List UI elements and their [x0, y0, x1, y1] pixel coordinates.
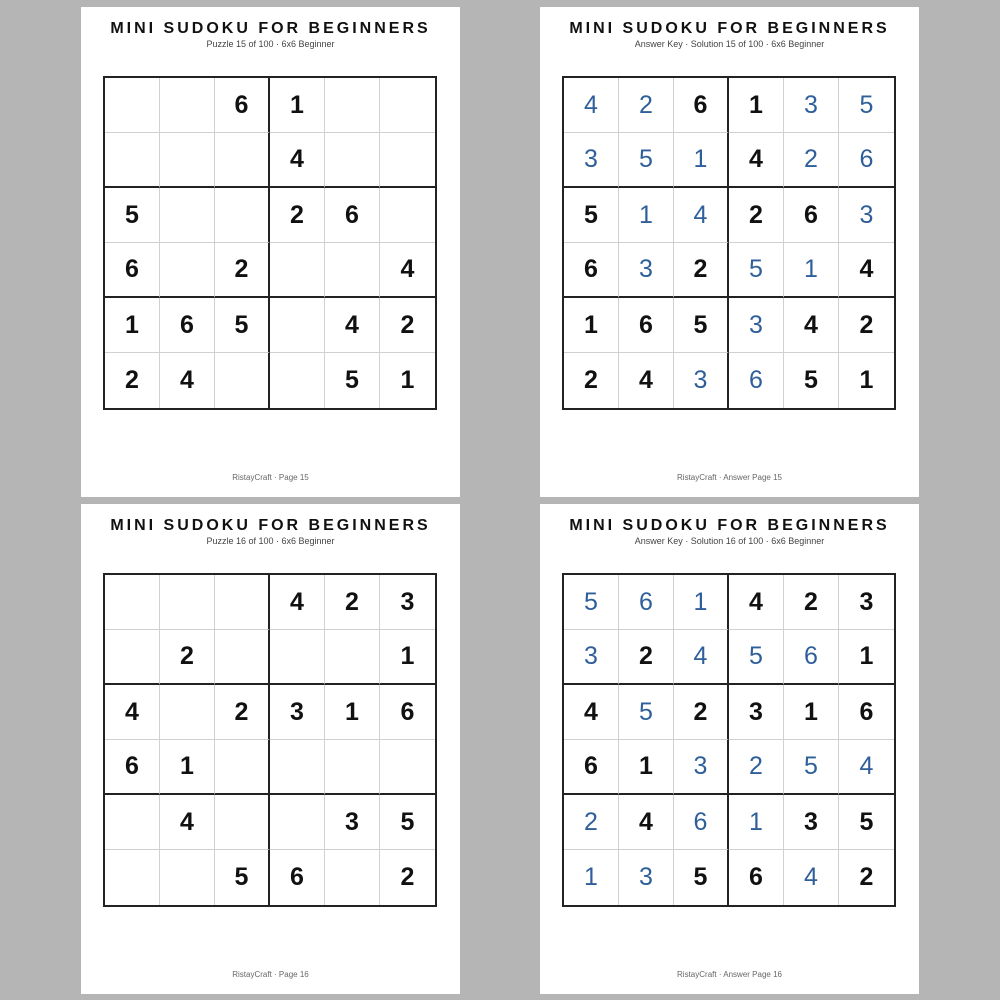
- solution-cell: 2: [784, 133, 839, 188]
- page-footer: RistayCraft · Page 16: [232, 970, 309, 979]
- given-cell: 5: [325, 353, 380, 408]
- given-cell: 6: [839, 685, 894, 740]
- given-cell: 2: [160, 630, 215, 685]
- given-cell: 5: [784, 353, 839, 408]
- solution-cell: 4: [674, 188, 729, 243]
- answer-page-15: [540, 7, 919, 497]
- page-title: MINI SUDOKU FOR BEGINNERS: [110, 20, 431, 37]
- given-cell: 6: [380, 685, 435, 740]
- empty-cell: [160, 685, 215, 740]
- given-cell: 2: [619, 630, 674, 685]
- page-footer: RistayCraft · Page 15: [232, 473, 309, 482]
- given-cell: 1: [859, 366, 874, 394]
- given-cell: 2: [859, 863, 874, 891]
- answer-page-16: [540, 504, 919, 994]
- empty-cell: [105, 850, 160, 905]
- given-cell: 6: [619, 298, 674, 353]
- empty-cell: [105, 630, 160, 685]
- empty-cell: [160, 133, 215, 188]
- page-title: MINI SUDOKU FOR BEGINNERS: [110, 517, 431, 534]
- solution-cell: 3: [839, 188, 894, 243]
- given-cell: 5: [564, 188, 619, 243]
- given-cell: 2: [674, 243, 729, 298]
- empty-cell: [160, 188, 215, 243]
- puzzle-page-15: [81, 7, 460, 497]
- empty-cell: [105, 133, 160, 188]
- given-cell: 1: [619, 740, 674, 795]
- given-cell: 3: [784, 795, 839, 850]
- empty-cell: [215, 795, 270, 850]
- given-cell: 2: [400, 863, 415, 891]
- solution-cell: 4: [674, 630, 729, 685]
- empty-cell: [380, 78, 435, 133]
- solution-cell: 3: [674, 740, 729, 795]
- given-cell: 4: [729, 575, 784, 630]
- given-cell: 1: [729, 78, 784, 133]
- sudoku-grid: [103, 573, 437, 907]
- solution-cell: 5: [729, 243, 784, 298]
- given-cell: 2: [674, 685, 729, 740]
- page-subtitle: Puzzle 15 of 100 · 6x6 Beginner: [206, 39, 335, 49]
- empty-cell: [325, 78, 380, 133]
- given-cell: 5: [674, 298, 729, 353]
- empty-cell: [270, 353, 325, 408]
- solution-cell: 6: [619, 575, 674, 630]
- given-cell: 2: [215, 243, 270, 298]
- given-cell: 1: [380, 630, 435, 685]
- empty-cell: [105, 575, 160, 630]
- solution-cell: 4: [839, 740, 894, 795]
- solution-cell: 1: [564, 850, 619, 905]
- empty-cell: [215, 353, 270, 408]
- given-cell: 4: [160, 795, 215, 850]
- solution-cell: 5: [619, 685, 674, 740]
- empty-cell: [325, 243, 380, 298]
- page-subtitle: Puzzle 16 of 100 · 6x6 Beginner: [206, 536, 335, 546]
- empty-cell: [270, 243, 325, 298]
- solution-grid: [562, 573, 896, 907]
- given-cell: 6: [784, 188, 839, 243]
- empty-cell: [325, 740, 380, 795]
- given-cell: 6: [215, 78, 270, 133]
- given-cell: 1: [270, 78, 325, 133]
- empty-cell: [215, 575, 270, 630]
- solution-cell: 5: [839, 78, 894, 133]
- given-cell: 3: [325, 795, 380, 850]
- given-cell: 2: [105, 353, 160, 408]
- solution-cell: 3: [619, 850, 674, 905]
- empty-cell: [380, 188, 435, 243]
- solution-cell: 3: [729, 298, 784, 353]
- solution-cell: 5: [784, 740, 839, 795]
- solution-cell: 3: [784, 78, 839, 133]
- given-cell: 4: [380, 243, 435, 298]
- given-cell: 2: [270, 188, 325, 243]
- solution-cell: 5: [564, 575, 619, 630]
- solution-cell: 3: [564, 630, 619, 685]
- empty-cell: [380, 740, 435, 795]
- given-cell: 4: [839, 243, 894, 298]
- given-cell: 4: [325, 298, 380, 353]
- empty-cell: [215, 740, 270, 795]
- given-cell: 2: [564, 353, 619, 408]
- solution-cell: 6: [674, 795, 729, 850]
- solution-cell: 6: [839, 133, 894, 188]
- empty-cell: [160, 850, 215, 905]
- page-footer: RistayCraft · Answer Page 15: [677, 473, 782, 482]
- given-cell: 6: [325, 188, 380, 243]
- solution-cell: 6: [784, 630, 839, 685]
- solution-cell: 5: [729, 630, 784, 685]
- given-cell: 4: [729, 133, 784, 188]
- given-cell: 1: [105, 298, 160, 353]
- page-subtitle: Answer Key · Solution 16 of 100 · 6x6 Beginner: [634, 536, 825, 546]
- empty-cell: [325, 850, 380, 905]
- solution-cell: 3: [564, 133, 619, 188]
- given-cell: 3: [839, 575, 894, 630]
- solution-cell: 2: [729, 740, 784, 795]
- given-cell: 3: [270, 685, 325, 740]
- given-cell: 1: [325, 685, 380, 740]
- given-cell: 6: [105, 740, 160, 795]
- empty-cell: [270, 795, 325, 850]
- empty-cell: [270, 298, 325, 353]
- solution-cell: 6: [729, 353, 784, 408]
- given-cell: 2: [839, 298, 894, 353]
- solution-cell: 1: [674, 133, 729, 188]
- given-cell: 6: [674, 78, 729, 133]
- empty-cell: [270, 740, 325, 795]
- given-cell: 4: [619, 795, 674, 850]
- page-subtitle: Answer Key · Solution 15 of 100 · 6x6 Beginner: [634, 39, 825, 49]
- given-cell: 1: [564, 298, 619, 353]
- given-cell: 6: [564, 243, 619, 298]
- given-cell: 2: [784, 575, 839, 630]
- empty-cell: [215, 133, 270, 188]
- page-footer: RistayCraft · Answer Page 16: [677, 970, 782, 979]
- given-cell: 1: [839, 630, 894, 685]
- given-cell: 4: [160, 353, 215, 408]
- solution-cell: 1: [619, 188, 674, 243]
- given-cell: 6: [729, 850, 784, 905]
- page-title: MINI SUDOKU FOR BEGINNERS: [569, 517, 890, 534]
- given-cell: 4: [564, 685, 619, 740]
- puzzle-page-16: [81, 504, 460, 994]
- given-cell: 6: [105, 243, 160, 298]
- empty-cell: [105, 78, 160, 133]
- solution-cell: 2: [619, 78, 674, 133]
- solution-cell: 4: [564, 78, 619, 133]
- empty-cell: [325, 133, 380, 188]
- given-cell: 4: [784, 298, 839, 353]
- given-cell: 5: [215, 850, 270, 905]
- given-cell: 6: [564, 740, 619, 795]
- empty-cell: [215, 630, 270, 685]
- given-cell: 6: [270, 850, 325, 905]
- empty-cell: [160, 243, 215, 298]
- empty-cell: [380, 133, 435, 188]
- given-cell: 4: [270, 133, 325, 188]
- given-cell: 5: [380, 795, 435, 850]
- given-cell: 1: [784, 685, 839, 740]
- given-cell: 1: [160, 740, 215, 795]
- empty-cell: [105, 795, 160, 850]
- given-cell: 5: [839, 795, 894, 850]
- given-cell: 2: [325, 575, 380, 630]
- given-cell: 6: [160, 298, 215, 353]
- solution-cell: 3: [619, 243, 674, 298]
- empty-cell: [270, 630, 325, 685]
- given-cell: 4: [105, 685, 160, 740]
- given-cell: 3: [380, 575, 435, 630]
- sudoku-grid: [103, 76, 437, 410]
- given-cell: 3: [729, 685, 784, 740]
- page-title: MINI SUDOKU FOR BEGINNERS: [569, 20, 890, 37]
- solution-cell: 4: [784, 850, 839, 905]
- empty-cell: [160, 575, 215, 630]
- empty-cell: [325, 630, 380, 685]
- given-cell: 2: [215, 685, 270, 740]
- solution-cell: 5: [619, 133, 674, 188]
- given-cell: 4: [270, 575, 325, 630]
- given-cell: 2: [380, 298, 435, 353]
- given-cell: 5: [105, 188, 160, 243]
- solution-cell: 3: [674, 353, 729, 408]
- solution-cell: 1: [729, 795, 784, 850]
- empty-cell: [160, 78, 215, 133]
- given-cell: 5: [674, 850, 729, 905]
- given-cell: 1: [400, 366, 415, 394]
- solution-cell: 1: [784, 243, 839, 298]
- solution-cell: 2: [564, 795, 619, 850]
- given-cell: 4: [619, 353, 674, 408]
- empty-cell: [215, 188, 270, 243]
- solution-grid: [562, 76, 896, 410]
- given-cell: 5: [215, 298, 270, 353]
- solution-cell: 1: [674, 575, 729, 630]
- given-cell: 2: [729, 188, 784, 243]
